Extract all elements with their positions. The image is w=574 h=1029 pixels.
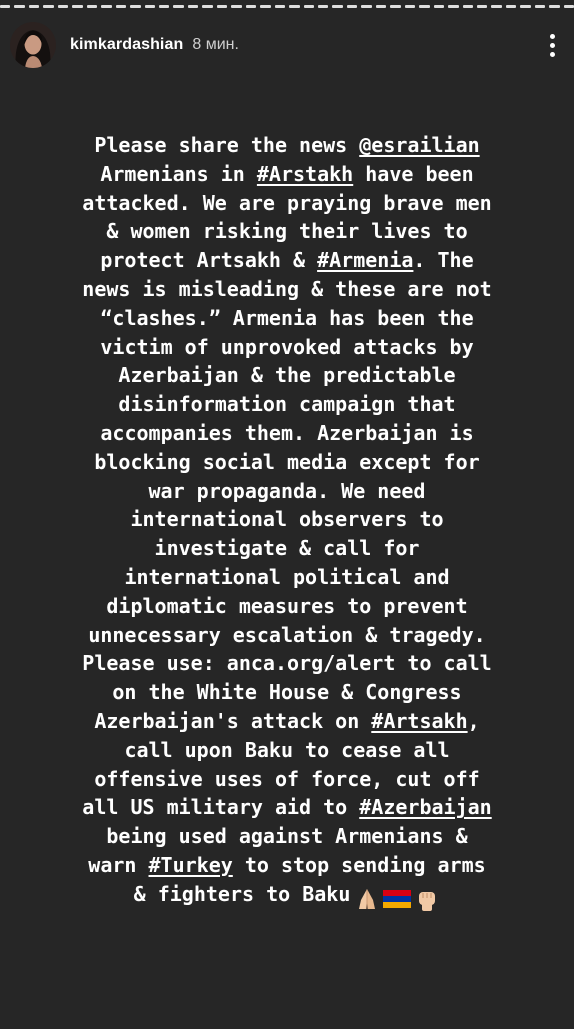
avatar[interactable] [10, 22, 56, 68]
story-text-segment: attacked. We are praying brave men [82, 190, 492, 215]
story-line [0, 534, 574, 563]
emoji-group [354, 884, 440, 913]
story-text-segment: blocking social media except for [94, 449, 480, 474]
story-text-segment: war propaganda. We need [148, 478, 426, 503]
story-text-segment: international political and [124, 564, 450, 589]
story-text-segment: being used against Armenians & [106, 824, 468, 849]
story-line [0, 333, 574, 362]
story-text-segment: & fighters to Baku [133, 881, 351, 906]
story-line [0, 131, 574, 160]
story-line [0, 419, 574, 448]
story-line [0, 822, 574, 851]
story-text-segment: international observers to [130, 507, 444, 532]
story-line [0, 592, 574, 621]
story-text-segment: Please share the news [94, 133, 360, 157]
more-options-button[interactable] [540, 25, 564, 65]
avatar-image [10, 22, 56, 68]
folded-hands-icon [354, 886, 380, 912]
timestamp: 8 мин. [192, 36, 239, 53]
hashtag-link[interactable]: #Armenia [317, 248, 414, 273]
story-text-segment: Please use: anca.org/alert to call [82, 651, 492, 676]
story-line [0, 736, 574, 765]
story-line [0, 765, 574, 794]
story-text-segment: , [467, 708, 480, 733]
story-text-segment: accompanies them. Azerbaijan is [100, 420, 474, 445]
story-line [0, 793, 574, 822]
more-icon [550, 34, 555, 39]
story-text-segment: all US military aid to [82, 795, 360, 820]
story-text-segment: call upon Baku to cease all [124, 737, 450, 762]
story-text-segment: to stop sending arms [232, 852, 486, 877]
story-line [0, 678, 574, 707]
hashtag-link[interactable]: @esrailian [359, 133, 480, 157]
story-text-segment: investigate & call for [154, 536, 420, 561]
story-text-segment: have been [353, 161, 474, 186]
story-header [10, 22, 564, 68]
story-line [0, 390, 574, 419]
story-text-segment: unnecessary escalation & tragedy. [88, 622, 486, 647]
story-line [0, 707, 574, 736]
story-line [0, 304, 574, 333]
story-line [0, 361, 574, 390]
story-text-segment: diplomatic measures to prevent [106, 593, 468, 618]
story-line [0, 621, 574, 650]
story-line [0, 477, 574, 506]
story-text-segment: warn [88, 852, 149, 877]
story-line [0, 851, 574, 880]
hashtag-link[interactable]: #Azerbaijan [359, 795, 492, 820]
story-line [0, 189, 574, 218]
story-line [0, 880, 574, 909]
story-text-segment: victim of unprovoked attacks by [100, 334, 474, 359]
username[interactable]: kimkardashian [70, 36, 184, 53]
story-line [0, 505, 574, 534]
story-text-segment: . The [413, 248, 474, 273]
story-line [0, 563, 574, 592]
story-line [0, 275, 574, 304]
story-text-segment: & women risking their lives to [106, 219, 468, 244]
story-text-segment: news is misleading & these are not [82, 276, 492, 301]
story-text [0, 131, 574, 909]
story-text-segment: Azerbaijan & the predictable [118, 363, 456, 388]
hashtag-link[interactable]: #Artsakh [371, 708, 468, 733]
story-progress-bar [0, 5, 574, 8]
story-text-segment: “clashes.” Armenia has been the [100, 305, 474, 330]
story-line [0, 217, 574, 246]
story-text-segment: disinformation campaign that [118, 392, 456, 417]
raised-fist-icon [414, 886, 440, 912]
armenia-flag-icon [382, 888, 412, 910]
story-text-segment: Azerbaijan's attack on [94, 708, 372, 733]
story-text-segment: protect Artsakh & [100, 248, 318, 273]
story-line [0, 246, 574, 275]
hashtag-link[interactable]: #Arstakh [256, 161, 354, 186]
story-text-segment: on the White House & Congress [112, 680, 462, 705]
story-text-segment: Armenians in [100, 161, 257, 186]
story-line [0, 160, 574, 189]
hashtag-link[interactable]: #Turkey [148, 852, 233, 877]
story-line [0, 649, 574, 678]
story-line [0, 448, 574, 477]
story-text-segment: offensive uses of force, cut off [94, 766, 480, 791]
